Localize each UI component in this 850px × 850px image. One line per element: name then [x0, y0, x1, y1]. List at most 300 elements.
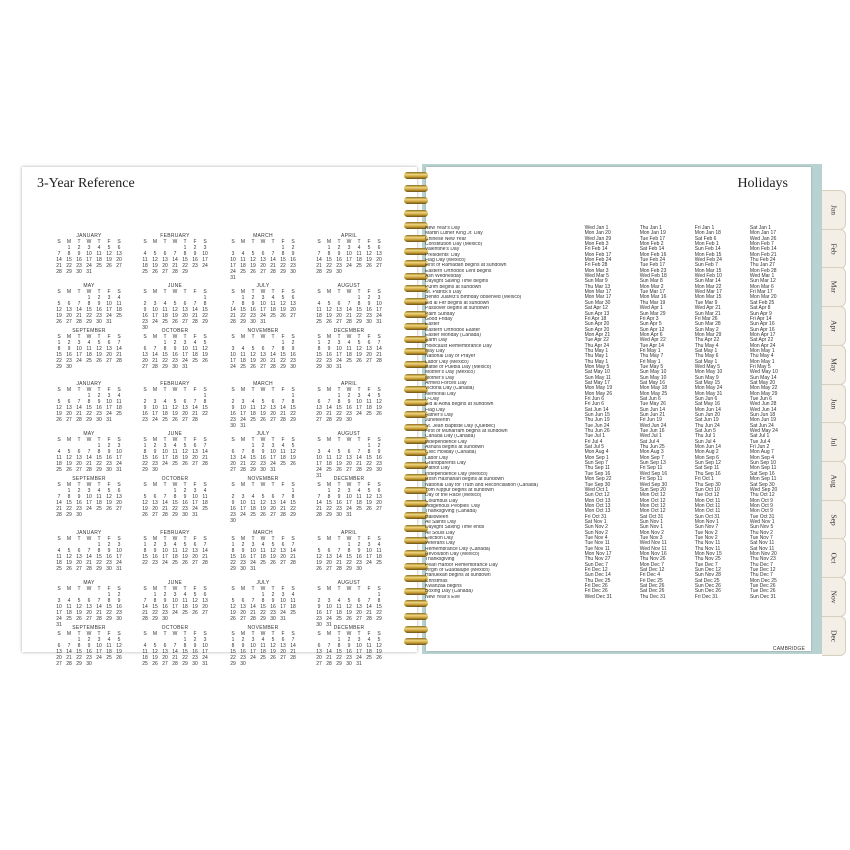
- holiday-date: Sat Feb 6: [694, 235, 717, 242]
- weekday-letter: T: [183, 437, 187, 443]
- holiday-name: Civic Holiday (Canada): [425, 450, 477, 456]
- week-row: 29 30: [56, 364, 72, 370]
- spiral-coil: [404, 197, 428, 204]
- week-row: 6 7 8 9 10 11 12: [57, 643, 122, 649]
- holiday-name: Eid al Fitr begins at sundown: [425, 300, 490, 306]
- month-calendar: [140, 476, 210, 518]
- week-row: 10 11 12 13 14 15 16: [230, 352, 296, 358]
- holiday-date: Sun Mar 28: [694, 321, 721, 328]
- weekday-letter: M: [152, 586, 158, 592]
- week-row: 7 8 9 10 11 12 13: [317, 251, 382, 257]
- month-calendar: [228, 283, 298, 325]
- weekday-letter: M: [240, 387, 246, 393]
- holiday-date: Mon Sep 1: [584, 454, 609, 461]
- week-row: 21 22 23 24 25 26 27: [56, 263, 122, 269]
- holiday-date: Tue Jul 4: [749, 438, 771, 445]
- weekday-letter: T: [77, 334, 81, 340]
- holiday-date: Mon Oct 13: [584, 508, 611, 515]
- holiday-date: Sun Jun 14: [639, 406, 665, 413]
- weekday-letter: W: [172, 631, 178, 637]
- week-row: 11 12 13 14 15 16 17: [56, 554, 122, 560]
- holiday-date: Sat Jun 14: [584, 406, 609, 413]
- holiday-date: Wed Feb 10: [694, 273, 722, 280]
- weekday-letter: T: [357, 334, 361, 340]
- week-row: 11 12 13 14 15 16 17: [316, 307, 382, 313]
- holiday-date: Mon Mar 2: [639, 283, 664, 290]
- week-row: 10 11 12 13 14 15 16: [230, 257, 296, 263]
- weekday-letter: F: [107, 482, 111, 488]
- holiday-name: Flag Day: [425, 407, 446, 413]
- weekday-letter: T: [97, 239, 101, 245]
- holiday-date: Sun Apr 16: [749, 326, 775, 333]
- holiday-date: Sun May 14: [749, 374, 777, 381]
- month-tab-feb[interactable]: [822, 229, 846, 269]
- weekday-letter: M: [66, 482, 72, 488]
- holiday-name: All Souls Day: [425, 530, 455, 536]
- holiday-date: Fri May 5: [749, 363, 771, 370]
- holiday-date: Thu Oct 12: [749, 492, 775, 499]
- weekday-letter: M: [240, 536, 246, 542]
- week-row: 21 22 23 24 25 26 27: [230, 313, 296, 319]
- weekday-letter: M: [326, 239, 332, 245]
- week-row: 15 16 17 18 19 20 21: [142, 554, 208, 560]
- holiday-name: Eid al Adha begins at sundown: [425, 402, 494, 408]
- weekday-letter: F: [107, 289, 111, 295]
- holiday-date: Sat May 17: [584, 379, 610, 386]
- holiday-date: Sun Nov 1: [639, 524, 664, 531]
- week-row: 1 2 3: [97, 542, 121, 548]
- week-row: 1 2 3: [183, 637, 207, 643]
- holiday-date: Mon Feb 24: [584, 257, 612, 264]
- week-row: 16 17 18 19 20 21 22: [230, 506, 296, 512]
- tab-label: Mar: [829, 281, 838, 294]
- holiday-name: St. Jean Baptiste Day (Quebec): [425, 423, 496, 429]
- holiday-date: Thu Jun 24: [694, 422, 720, 429]
- spiral-coil: [404, 626, 428, 633]
- month-calendar: [54, 328, 124, 370]
- holiday-name: Veterans Day: [425, 541, 456, 547]
- weekday-letter: T: [271, 387, 275, 393]
- week-row: 7 8 9 10 11 12 13: [143, 598, 208, 604]
- holiday-date: Sun Feb 14: [694, 246, 721, 253]
- weekday-letter: W: [86, 289, 92, 295]
- week-row: 23 24 25 26 27 28 29: [230, 512, 296, 518]
- holiday-date: Mon Aug 7: [749, 449, 774, 456]
- month-tab-mar[interactable]: [822, 267, 846, 307]
- weekday-letter: T: [271, 334, 275, 340]
- holiday-name: Virgin of Guadalupe (Mexico): [425, 568, 490, 573]
- week-row: 25 26 27 28 29: [142, 269, 188, 275]
- holiday-date: Sun Dec 26: [694, 588, 721, 595]
- holiday-date: Sat Jun 24: [749, 422, 774, 429]
- month-tab-dec[interactable]: [822, 616, 846, 656]
- week-row: 1 2 3 4 5 6 7: [143, 542, 207, 548]
- weekday-letter: M: [326, 387, 332, 393]
- month-tab-aug[interactable]: [822, 461, 846, 501]
- month-name: OCTOBER: [161, 328, 189, 334]
- week-row: 1 2 3 4 5 6 7: [231, 637, 295, 643]
- weekday-letter: F: [281, 586, 285, 592]
- holiday-date: Mon Sep 11: [749, 476, 777, 483]
- weekday-letter: S: [377, 482, 381, 488]
- weekday-letter: M: [66, 586, 72, 592]
- holiday-date: Mon Apr 6: [639, 331, 663, 338]
- weekday-letter: T: [163, 631, 167, 637]
- month-tab-apr[interactable]: [822, 306, 846, 346]
- month-name: JUNE: [167, 580, 183, 586]
- holiday-date: Mon Feb 2: [639, 241, 664, 248]
- weekday-letter: M: [66, 536, 72, 542]
- holiday-date: Mon Nov 16: [639, 550, 667, 557]
- weekday-letter: S: [117, 586, 121, 592]
- holiday-date: Thu Nov 11: [694, 540, 721, 547]
- week-row: 1 2 3 4 5 6: [327, 488, 381, 494]
- weekday-letter: T: [337, 239, 341, 245]
- weekday-letter: M: [240, 289, 246, 295]
- week-row: 8 9 10 11 12 13 14: [57, 346, 122, 352]
- week-row: 6 7 8 9 10 11 12: [317, 643, 382, 649]
- holiday-date: Thu Jun 26: [584, 428, 610, 435]
- holiday-date: Tue Jul 1: [584, 433, 605, 440]
- month-calendar: [54, 283, 124, 325]
- holiday-date: Wed Feb 24: [694, 257, 722, 264]
- holiday-date: Mon Oct 13: [584, 502, 611, 509]
- holiday-date: Sun Jun 21: [639, 412, 665, 419]
- holiday-date: Sun Nov 28: [694, 572, 721, 579]
- weekday-letter: F: [107, 387, 111, 393]
- weekday-letter: F: [367, 437, 371, 443]
- week-row: 1: [377, 592, 381, 598]
- week-row: 25 26 27 28 29 30 31: [316, 319, 382, 325]
- holiday-date: Sun May 10: [639, 369, 667, 376]
- weekday-letter: W: [260, 631, 266, 637]
- holiday-date: Mon Jan 20: [584, 230, 611, 237]
- month-name: JANUARY: [76, 233, 102, 239]
- holiday-date: Sat Apr 22: [749, 337, 774, 344]
- month-calendar: [314, 328, 384, 370]
- holiday-date: Thu Jan 1: [639, 225, 662, 231]
- holiday-date: Tue Oct 12: [694, 492, 720, 499]
- spiral-coil: [404, 210, 428, 217]
- weekday-letter: F: [107, 536, 111, 542]
- week-row: 1: [291, 393, 295, 399]
- holiday-date: Wed May 5: [694, 363, 720, 370]
- holiday-name: National Day for Truth and Reconciliation (Canada): [425, 482, 539, 488]
- holiday-date: Tue May 26: [639, 401, 666, 408]
- holiday-name: Daylight Saving Time begins: [425, 279, 489, 285]
- month-tab-nov[interactable]: [822, 577, 846, 617]
- weekday-letter: W: [86, 482, 92, 488]
- weekday-letter: M: [66, 387, 72, 393]
- holiday-date: Sat Oct 31: [639, 513, 664, 520]
- holiday-name: Kwanzaa begins: [425, 584, 462, 590]
- month-name: FEBRUARY: [160, 530, 190, 536]
- holiday-date: Sun Jul 4: [694, 438, 716, 445]
- weekday-letter: S: [231, 239, 235, 245]
- month-name: FEBRUARY: [160, 233, 190, 239]
- holiday-date: Mon Nov 1: [694, 518, 719, 525]
- holiday-date: Wed Mar 17: [694, 289, 722, 296]
- holiday-date: Fri Dec 4: [639, 572, 660, 579]
- holiday-name: Christmas: [425, 578, 448, 584]
- weekday-letter: T: [251, 239, 255, 245]
- weekday-letter: S: [57, 289, 61, 295]
- week-row: 28 29 30 31: [56, 269, 92, 275]
- holiday-name: D-Day: [425, 397, 440, 402]
- weekday-letter: M: [152, 239, 158, 245]
- weekday-letter: F: [367, 536, 371, 542]
- holiday-date: Fri Oct 1: [694, 476, 714, 483]
- weekday-letter: S: [203, 387, 207, 393]
- holiday-date: Sat Sep 16: [749, 470, 775, 477]
- week-row: 14 15 16 17 18 19 20: [56, 257, 122, 263]
- month-calendar: [54, 530, 124, 572]
- holiday-date: Fri Jun 19: [639, 417, 662, 424]
- month-tab-jan[interactable]: [822, 190, 846, 230]
- weekday-letter: W: [172, 536, 178, 542]
- holiday-date: Sun Mar 29: [639, 310, 666, 317]
- spiral-coil: [404, 185, 428, 192]
- holiday-date: Sat Sep 11: [694, 465, 720, 472]
- weekday-letter: W: [346, 482, 352, 488]
- holiday-date: Sat Jul 1: [749, 433, 770, 440]
- weekday-letter: T: [97, 437, 101, 443]
- holiday-date: Fri May 1: [639, 347, 661, 354]
- holiday-date: Fri Jun 6: [584, 401, 605, 408]
- weekday-letter: S: [143, 586, 147, 592]
- holiday-date: Fri Jun 2: [749, 444, 770, 451]
- week-row: 13 14 15 16 17 18 19: [316, 405, 382, 411]
- holiday-date: Wed Nov 1: [749, 518, 775, 525]
- weekday-letter: S: [143, 387, 147, 393]
- holiday-date: Thu Dec 7: [749, 572, 773, 579]
- weekday-letter: W: [172, 334, 178, 340]
- week-row: 29 30 31: [230, 566, 256, 572]
- holiday-date: Sat Feb 14: [639, 246, 665, 253]
- weekday-letter: S: [143, 289, 147, 295]
- holiday-date: Wed Apr 1: [639, 305, 663, 312]
- holiday-date: Sun May 9: [694, 374, 719, 381]
- weekday-letter: F: [193, 387, 197, 393]
- weekday-letter: F: [281, 536, 285, 542]
- holiday-name: Yom Kippur begins at sundown: [425, 487, 494, 493]
- week-row: 20 21 22 23 24 25 26: [316, 655, 382, 661]
- holiday-date: Mon Feb 28: [749, 267, 777, 274]
- month-calendar: [314, 625, 384, 667]
- week-row: 18 19 20 21 22 23 24: [142, 655, 208, 661]
- holiday-date: Mon Oct 13: [584, 497, 611, 504]
- holiday-date: Wed Sep 30: [639, 481, 668, 488]
- week-row: 29 30: [142, 467, 158, 473]
- tab-label: May: [829, 357, 838, 372]
- month-name: AUGUST: [337, 580, 361, 586]
- weekday-letter: S: [117, 289, 121, 295]
- holiday-date: Mon Oct 9: [749, 508, 773, 515]
- holiday-date: Wed Mar 1: [749, 273, 775, 280]
- holiday-date: Mon May 1: [749, 347, 775, 354]
- holiday-date: Thu Jun 25: [639, 444, 665, 451]
- holiday-name: Columbus Day: [425, 498, 458, 504]
- weekday-letter: T: [163, 482, 167, 488]
- weekday-letter: S: [231, 437, 235, 443]
- month-tab-jun[interactable]: [822, 384, 846, 424]
- week-row: 1 2: [281, 340, 295, 346]
- month-tab-oct[interactable]: [822, 538, 846, 578]
- holiday-date: Mon Oct 12: [639, 492, 666, 499]
- weekday-letter: S: [143, 536, 147, 542]
- holiday-name: Thanksgiving (Canada): [425, 509, 477, 515]
- week-row: 13 14 15 16 17 18 19: [56, 649, 122, 655]
- holiday-date: Fri Dec 26: [584, 583, 608, 590]
- month-name: JULY: [256, 580, 270, 586]
- holiday-name: Halloween: [425, 514, 449, 520]
- holiday-date: Thu May 1: [584, 347, 609, 354]
- weekday-letter: S: [117, 387, 121, 393]
- holiday-date: Mon Mar 3: [584, 267, 609, 274]
- month-calendar: [228, 530, 298, 572]
- weekday-letter: T: [97, 334, 101, 340]
- week-row: 12 13 14 15 16 17 18: [316, 554, 382, 560]
- holiday-date: Wed Apr 22: [639, 337, 666, 344]
- week-row: 20 21 22 23 24 25 26: [316, 411, 382, 417]
- holiday-date: Mon Mar 15: [694, 294, 722, 301]
- weekday-letter: M: [240, 334, 246, 340]
- weekday-letter: T: [337, 387, 341, 393]
- weekday-letter: M: [326, 536, 332, 542]
- holiday-name: Father's Day: [425, 413, 454, 419]
- holiday-date: Sun Jun 15: [584, 412, 610, 419]
- month-tab-may[interactable]: [822, 345, 846, 385]
- weekday-letter: S: [291, 536, 295, 542]
- holiday-name: Ash Wednesday: [425, 274, 462, 280]
- month-tab-sep[interactable]: [822, 500, 846, 540]
- weekday-letter: T: [97, 289, 101, 295]
- holiday-name: Easter Monday (Canada): [425, 332, 481, 338]
- week-row: 1: [203, 295, 207, 301]
- week-row: 17 18 19 20 21 22 23: [316, 461, 382, 467]
- week-row: 28 29 30 31: [316, 512, 352, 518]
- month-calendar: [314, 233, 384, 275]
- week-row: 31: [56, 622, 62, 628]
- weekday-letter: T: [271, 437, 275, 443]
- weekday-letter: W: [172, 482, 178, 488]
- weekday-letter: S: [203, 239, 207, 245]
- week-row: 24 25 26 27 28 29 30: [56, 616, 122, 622]
- holiday-date: Sat May 20: [749, 379, 776, 386]
- week-row: 31: [230, 275, 236, 281]
- weekday-letter: T: [251, 289, 255, 295]
- weekday-letter: W: [86, 586, 92, 592]
- week-row: 19 20 21 22 23 24 25: [316, 560, 382, 566]
- weekday-letter: M: [240, 437, 246, 443]
- week-row: 23 24 25 26 27 28 29: [230, 417, 296, 423]
- weekday-letter: F: [107, 631, 111, 637]
- weekday-letter: S: [143, 482, 147, 488]
- week-row: 17 18 19 20 21 22 23: [56, 610, 122, 616]
- holiday-name: Day of the Race (Mexico): [425, 493, 482, 499]
- weekday-letter: S: [143, 334, 147, 340]
- weekday-letter: S: [57, 239, 61, 245]
- week-row: 1 2 3 4 5: [337, 393, 381, 399]
- holiday-name: Daylight Saving Time ends: [425, 525, 485, 531]
- holiday-date: Tue Sep 16: [584, 470, 611, 477]
- tab-label: Dec: [829, 629, 838, 642]
- holiday-date: Thu Jun 19: [584, 417, 610, 424]
- week-row: 26 27 28 29 30: [316, 566, 362, 572]
- month-calendar: [228, 431, 298, 473]
- holiday-date: Tue Dec 26: [749, 583, 776, 590]
- weekday-letter: F: [281, 387, 285, 393]
- holiday-date: Sat Dec 26: [639, 583, 665, 590]
- weekday-letter: T: [97, 536, 101, 542]
- holiday-date: Thu Nov 25: [694, 556, 721, 563]
- weekday-letter: F: [281, 289, 285, 295]
- holiday-date: Sun Nov 2: [584, 529, 608, 536]
- holiday-name: Mother's Day (Mexico): [425, 370, 475, 376]
- weekday-letter: W: [260, 482, 266, 488]
- holiday-date: Wed Mar 5: [584, 273, 609, 280]
- weekday-letter: T: [337, 334, 341, 340]
- weekday-letter: S: [231, 631, 235, 637]
- tab-label: Sep: [829, 513, 838, 526]
- week-row: 3 4 5 6 7 8 9: [57, 598, 121, 604]
- weekday-letter: F: [367, 334, 371, 340]
- weekday-letter: M: [326, 586, 332, 592]
- holiday-date: Mon Jan 17: [749, 230, 777, 237]
- holiday-date: Thu Sep 30: [694, 481, 721, 488]
- weekday-letter: W: [260, 239, 266, 245]
- week-row: 30 31: [230, 423, 246, 429]
- holiday-date: Tue Mar 9: [694, 299, 718, 306]
- week-row: 13 14 15 16 17 18 19: [316, 649, 382, 655]
- week-row: 1 2 3: [97, 443, 121, 449]
- week-row: 23 24 25 26 27 28: [142, 417, 198, 423]
- weekday-letter: M: [152, 387, 158, 393]
- holiday-date: Sat Nov 11: [749, 540, 775, 547]
- month-calendar: [228, 625, 298, 667]
- holiday-date: Mon May 29: [749, 390, 778, 397]
- month-calendar: [54, 431, 124, 473]
- weekday-letter: S: [377, 239, 381, 245]
- spiral-coil: [404, 600, 428, 607]
- week-row: 1 2 3: [357, 295, 381, 301]
- weekday-letter: T: [251, 586, 255, 592]
- holiday-date: Sun May 2: [694, 326, 719, 333]
- weekday-letter: T: [163, 437, 167, 443]
- weekday-letter: S: [143, 631, 147, 637]
- week-row: 5 6 7 8 9 10 11: [143, 494, 208, 500]
- spiral-coil: [404, 172, 428, 179]
- weekday-letter: W: [346, 586, 352, 592]
- month-calendar: [228, 476, 298, 524]
- weekday-letter: M: [152, 631, 158, 637]
- weekday-letter: M: [326, 482, 332, 488]
- holiday-date: Mon Nov 15: [694, 550, 722, 557]
- holiday-date: Tue Nov 11: [584, 540, 610, 547]
- week-row: 16 17 18 19 20 21 22: [316, 610, 382, 616]
- weekday-letter: S: [143, 437, 147, 443]
- month-name: NOVEMBER: [247, 476, 279, 482]
- weekday-letter: F: [193, 631, 197, 637]
- holiday-date: Mon Sep 6: [694, 454, 719, 461]
- weekday-letter: F: [107, 586, 111, 592]
- holiday-date: Fri Dec 26: [584, 588, 608, 595]
- holiday-date: Mon Oct 11: [694, 502, 721, 509]
- holiday-date: Sun Apr 12: [639, 326, 665, 333]
- month-tab-jul[interactable]: [822, 422, 846, 462]
- week-row: 30: [142, 325, 148, 331]
- week-row: 1 2 3 4 5 6: [67, 245, 121, 251]
